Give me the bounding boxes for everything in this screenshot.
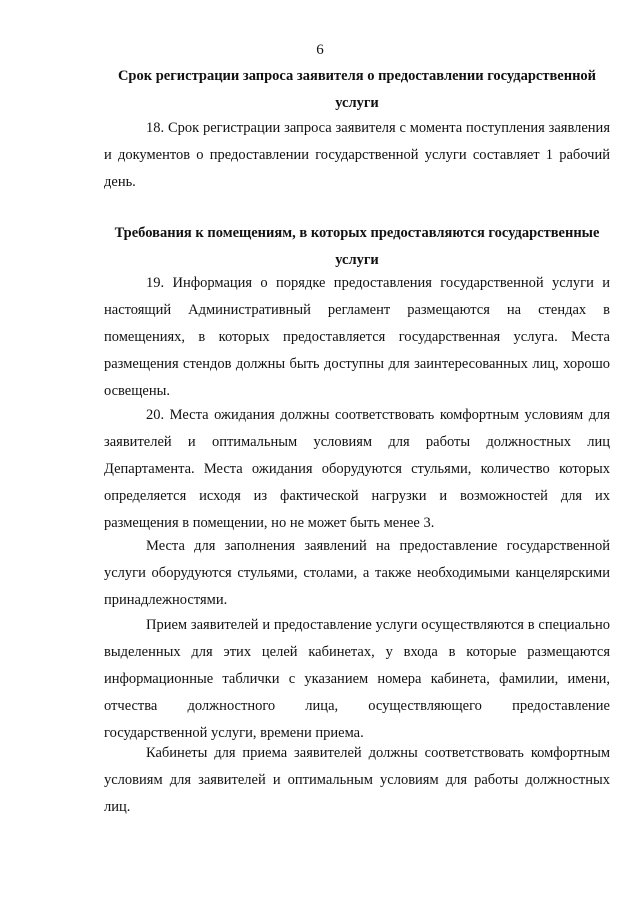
paragraph-20: 20. Места ожидания должны соответствовать комфортным условиям для заявителей и оптимальным условиям для работы должностных лиц Департамента. Места ожидания оборудуются стульями, количество которых определяется исходя из фактической нагрузки и возможностей для их размещения в помещении, но не может быть менее 3. <box>104 407 610 531</box>
paragraph-reception-offices: Прием заявителей и предоставление услуги осуществляются в специально выделенных для этих целей кабинетах, у входа в которые размещаются информационные таблички с указанием номера кабинета, фамилии, имени, отчества должностного лица, осуществляющего предоставление государственной услуги, времени приема. <box>104 617 610 741</box>
page-number: 6 <box>316 42 324 58</box>
section-heading-registration-term: Срок регистрации запроса заявителя о предоставлении государственной услуги <box>117 68 597 111</box>
paragraph-19: 19. Информация о порядке предоставления государственной услуги и настоящий Административный регламент размещаются на стендах в помещениях, в которых предоставляется государственная услуга. Места размещения стендов должны быть доступны для заинтересованных лиц, хорошо освещены. <box>104 275 610 399</box>
paragraph-office-requirements: Кабинеты для приема заявителей должны соответствовать комфортным условиям для заявителей и оптимальным условиям для работы должностных лиц. <box>104 745 610 815</box>
paragraph-18: 18. Срок регистрации запроса заявителя с момента поступления заявления и документов о предоставлении государственной услуги составляет 1 рабочий день. <box>104 120 610 190</box>
paragraph-application-filling-places: Места для заполнения заявлений на предоставление государственной услуги оборудуются стульями, столами, а также необходимыми канцелярскими принадлежностями. <box>104 538 610 608</box>
section-heading-premises-requirements: Требования к помещениям, в которых предоставляются государственные услуги <box>114 225 600 268</box>
